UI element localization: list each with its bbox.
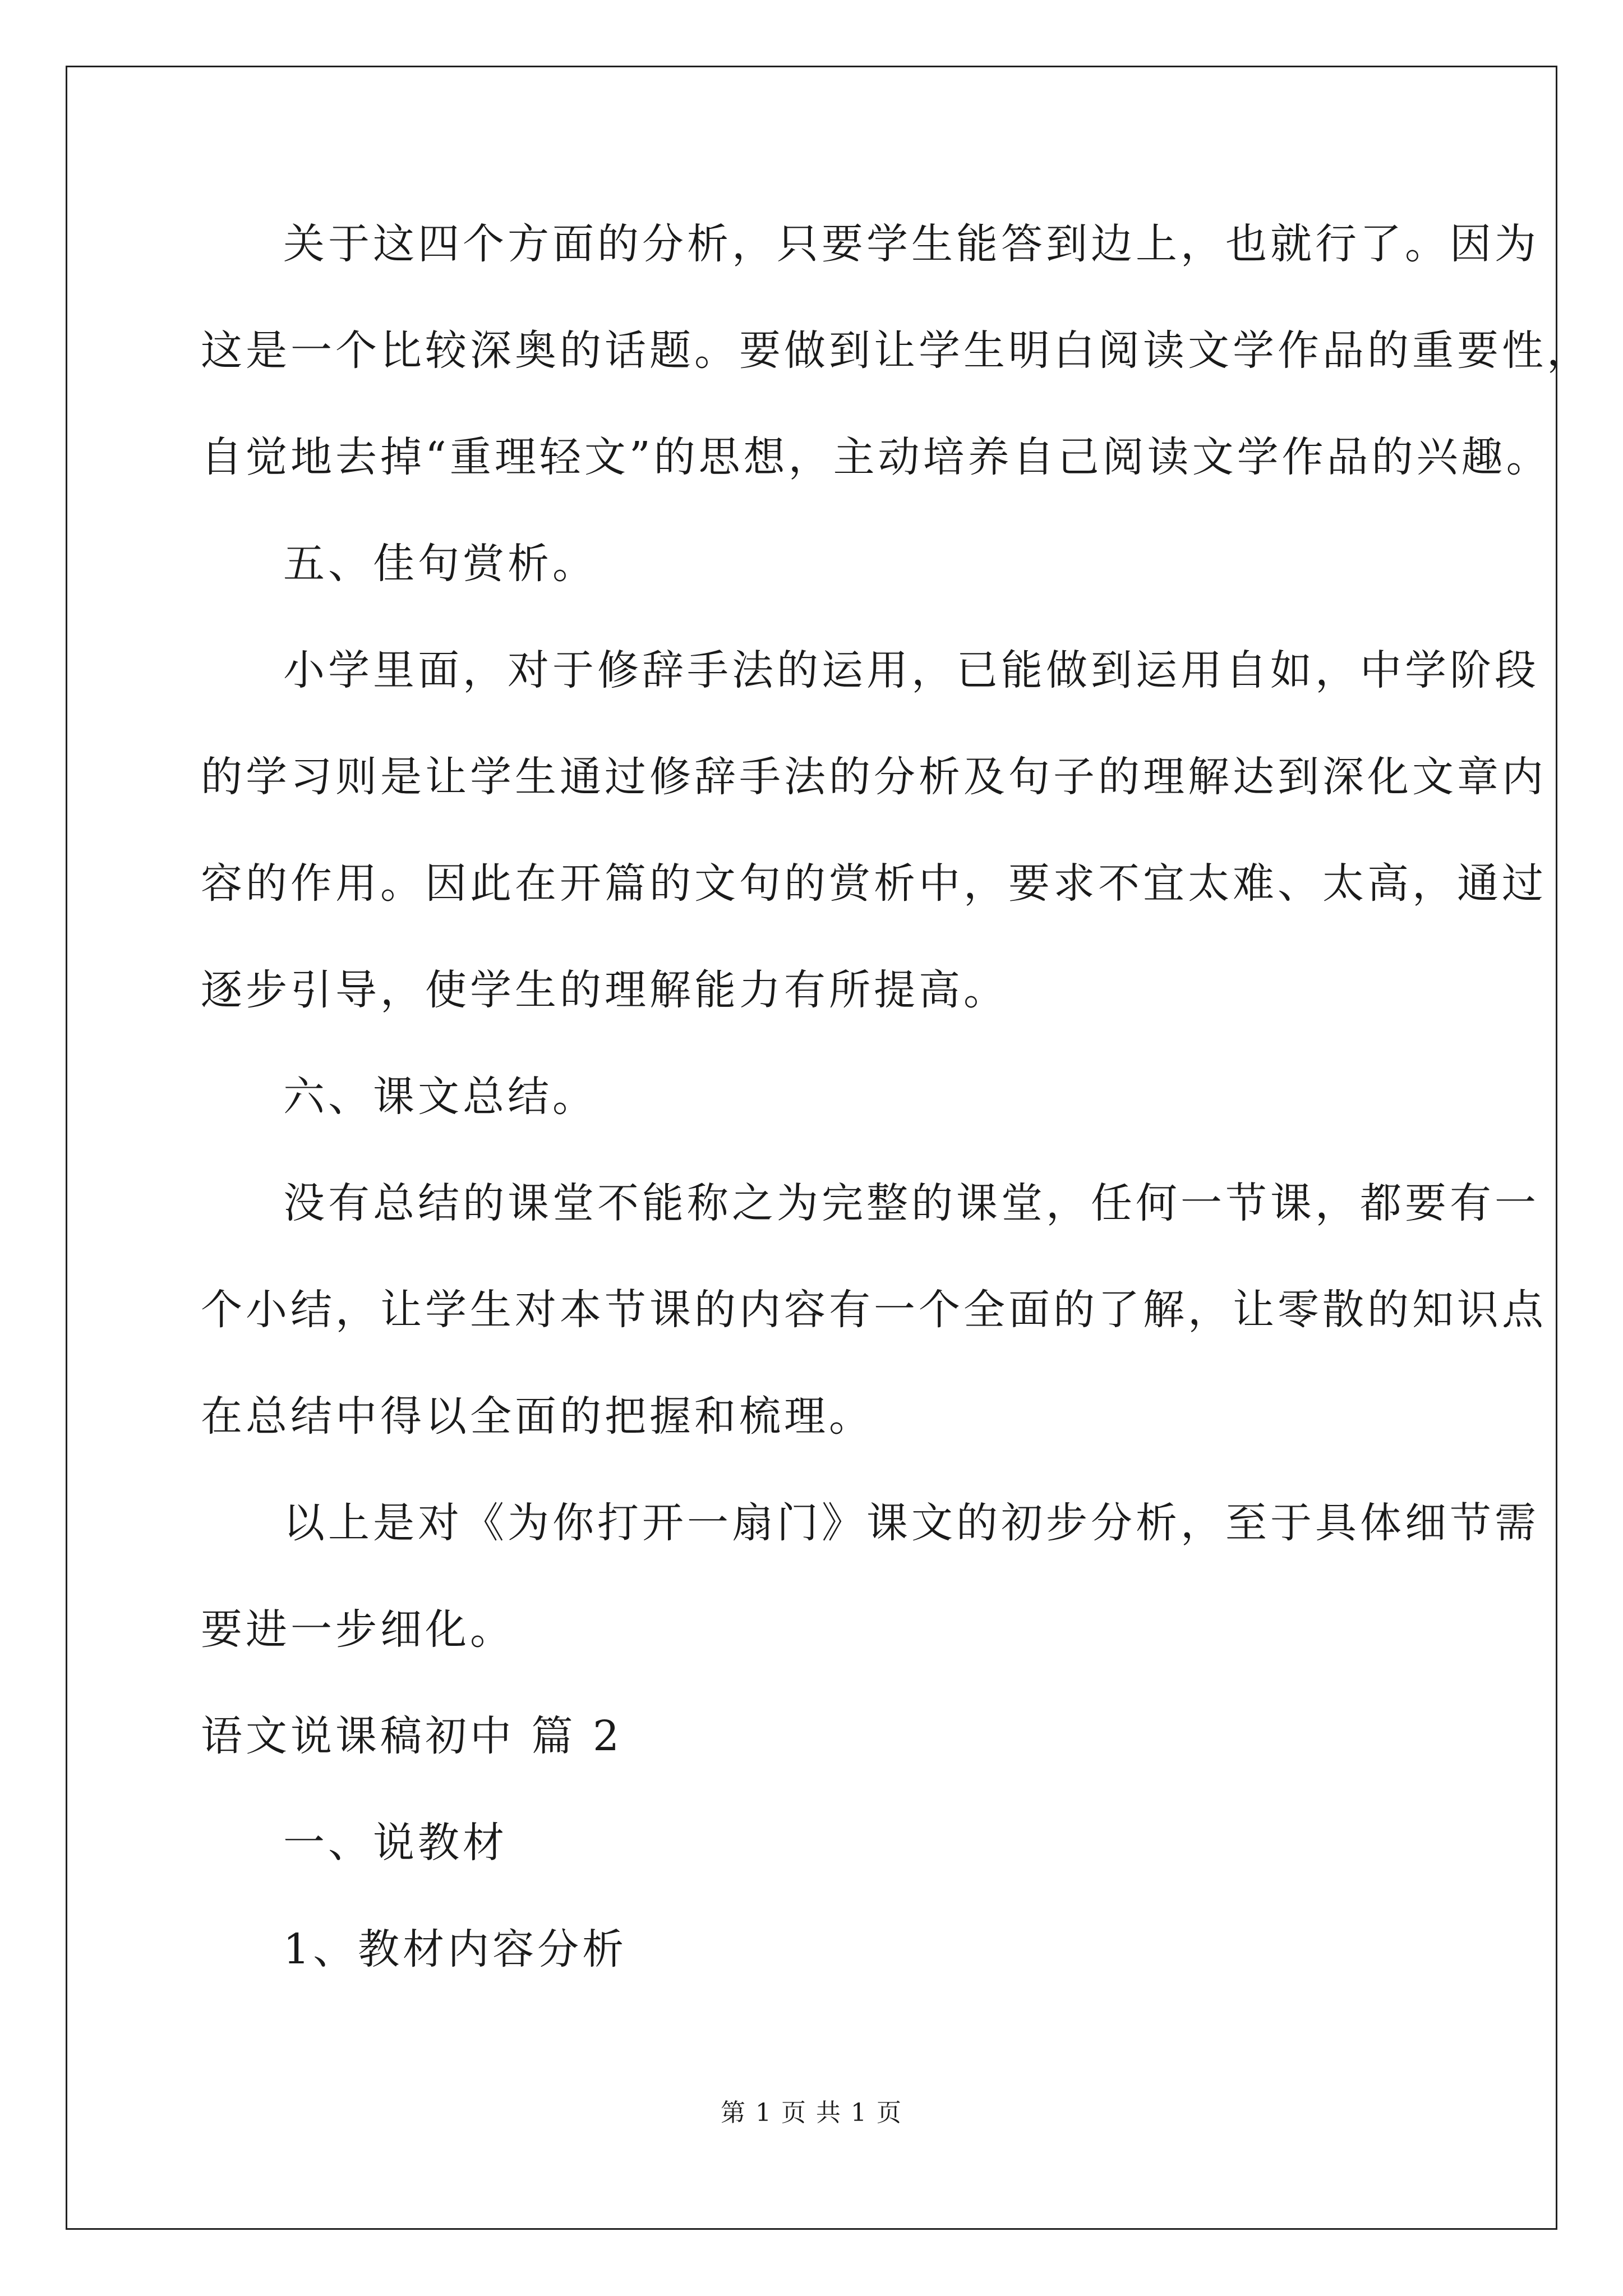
paragraph-line: 关于这四个方面的分析，只要学生能答到边上，也就行了。因为 bbox=[283, 220, 1539, 268]
paragraph-line: 小学里面，对于修辞手法的运用，已能做到运用自如，中学阶段 bbox=[283, 646, 1539, 694]
subsection-heading: 1、教材内容分析 bbox=[283, 1925, 628, 1973]
paragraph-line: 在总结中得以全面的把握和梳理。 bbox=[201, 1392, 874, 1441]
paragraph-line: 这是一个比较深奥的话题。要做到让学生明白阅读文学作品的重要性， bbox=[201, 326, 1592, 375]
page-border bbox=[66, 66, 1557, 2230]
paragraph-line: 个小结，让学生对本节课的内容有一个全面的了解，让零散的知识点 bbox=[201, 1286, 1547, 1334]
section-heading: 五、佳句赏析。 bbox=[283, 540, 597, 588]
paragraph-line: 以上是对《为你打开一扇门》课文的初步分析，至于具体细节需 bbox=[283, 1499, 1539, 1547]
paragraph-line: 逐步引导，使学生的理解能力有所提高。 bbox=[201, 966, 1008, 1014]
paragraph-line: 的学习则是让学生通过修辞手法的分析及句子的理解达到深化文章内 bbox=[201, 753, 1547, 801]
paragraph-line: 容的作用。因此在开篇的文句的赏析中，要求不宜太难、太高，通过 bbox=[201, 859, 1547, 908]
section-heading: 一、说教材 bbox=[283, 1819, 508, 1867]
page-number-footer: 第 1 页 共 1 页 bbox=[721, 2099, 902, 2127]
paragraph-line: 没有总结的课堂不能称之为完整的课堂，任何一节课，都要有一 bbox=[283, 1179, 1539, 1227]
article-heading: 语文说课稿初中 篇 2 bbox=[201, 1712, 623, 1760]
paragraph-line: 自觉地去掉“重理轻文”的思想，主动培养自己阅读文学作品的兴趣。 bbox=[201, 433, 1551, 481]
paragraph-line: 要进一步细化。 bbox=[201, 1605, 515, 1654]
section-heading: 六、课文总结。 bbox=[283, 1073, 597, 1121]
